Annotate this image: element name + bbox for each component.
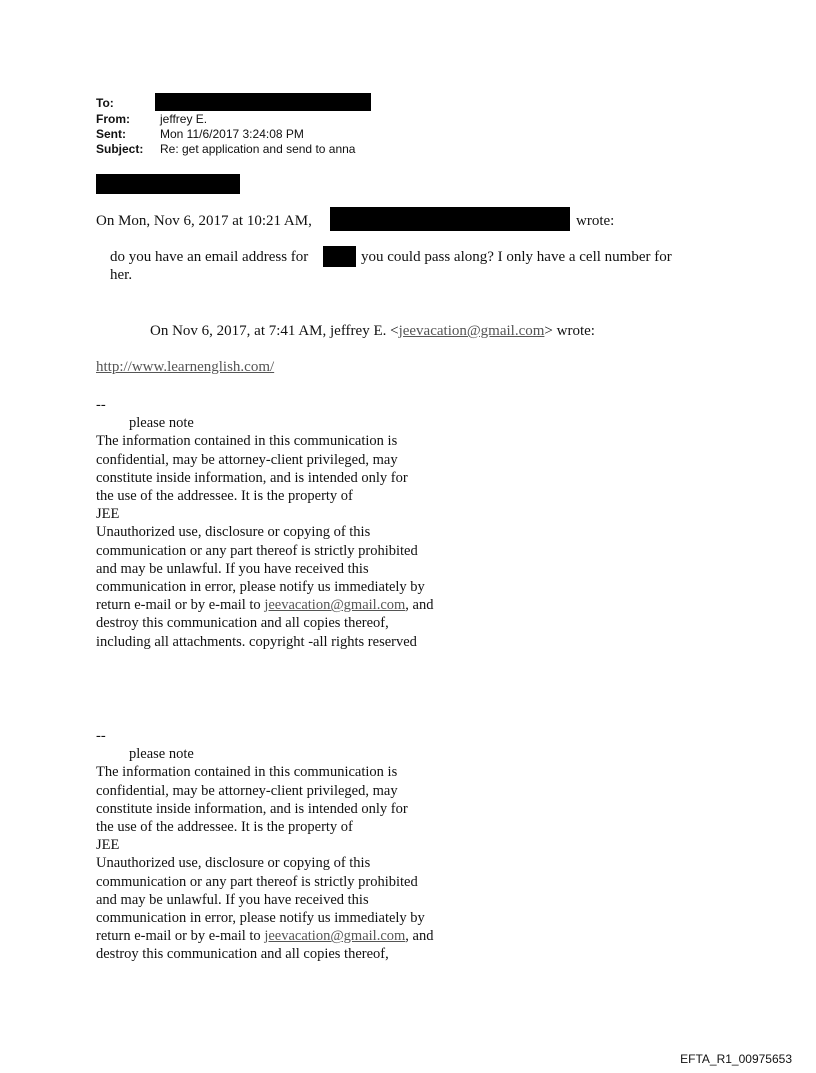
disclaimer-line: confidential, may be attorney-client privileged, may	[96, 451, 398, 468]
disclaimer-email-link[interactable]: jeevacation@gmail.com	[264, 597, 406, 614]
disclaimer-email-suffix: , and	[405, 597, 434, 614]
disclaimer-2	[96, 727, 433, 964]
quote1-line1-after: you could pass along? I only have a cell number for	[361, 249, 672, 265]
disclaimer-line: communication or any part thereof is strictly prohibited	[96, 542, 418, 559]
disclaimer-line: The information contained in this communication is	[96, 764, 398, 781]
disclaimer-separator: --	[96, 397, 106, 413]
disclaimer-line: constitute inside information, and is intended only for	[96, 469, 408, 486]
disclaimer-email-line	[96, 596, 433, 614]
quote1-intro-wrote: wrote:	[576, 213, 615, 229]
sender-redaction	[330, 207, 570, 231]
disclaimer-line: communication in error, please notify us immediately by	[96, 910, 425, 927]
disclaimer-note: please note	[129, 415, 194, 432]
to-label: To:	[96, 96, 114, 110]
from-value: jeffrey E.	[160, 112, 208, 126]
disclaimer-line: Unauthorized use, disclosure or copying of this	[96, 855, 371, 872]
document-id: EFTA_R1_00975653	[680, 1052, 792, 1066]
disclaimer-line: Unauthorized use, disclosure or copying of this	[96, 524, 371, 541]
quote2-intro-prefix: On Nov 6, 2017, at 7:41 AM, jeffrey E. <	[150, 323, 399, 339]
header-sent-row	[96, 127, 304, 141]
disclaimer-line: JEE	[96, 837, 120, 854]
disclaimer-line: The information contained in this communication is	[96, 433, 398, 450]
disclaimer-email-link[interactable]: jeevacation@gmail.com	[264, 928, 406, 945]
quote1-line1-before: do you have an email address for	[110, 249, 309, 265]
quote1-intro-prefix: On Mon, Nov 6, 2017 at 10:21 AM,	[96, 213, 312, 229]
quote2-intro-suffix: > wrote:	[544, 323, 595, 339]
disclaimer-separator: --	[96, 728, 106, 744]
disclaimer-email-suffix: , and	[405, 928, 434, 945]
disclaimer-line: destroy this communication and all copies thereof,	[96, 946, 389, 963]
from-label: From:	[96, 112, 130, 126]
disclaimer-line: communication in error, please notify us immediately by	[96, 579, 425, 596]
disclaimer-line: and may be unlawful. If you have received this	[96, 560, 369, 577]
subject-label: Subject:	[96, 142, 144, 156]
body-redaction	[96, 174, 240, 194]
disclaimer-line: destroy this communication and all copies thereof,	[96, 615, 389, 632]
disclaimer-email-prefix: return e-mail or by e-mail to	[96, 928, 261, 945]
disclaimer-line: constitute inside information, and is intended only for	[96, 800, 408, 817]
disclaimer-line: communication or any part thereof is strictly prohibited	[96, 873, 418, 890]
disclaimer-line: and may be unlawful. If you have received this	[96, 891, 369, 908]
disclaimer-note: please note	[129, 746, 194, 763]
disclaimer-line: including all attachments. copyright -all rights reserved	[96, 633, 417, 650]
header-from-row	[96, 112, 207, 126]
disclaimer-line: the use of the addressee. It is the property of	[96, 488, 353, 505]
learnenglish-link[interactable]: http://www.learnenglish.com/	[96, 359, 275, 375]
quote1-line2: her.	[110, 267, 133, 283]
name-redaction	[323, 246, 356, 267]
disclaimer-line: the use of the addressee. It is the property of	[96, 819, 353, 836]
disclaimer-email-prefix: return e-mail or by e-mail to	[96, 597, 261, 614]
sent-label: Sent:	[96, 127, 126, 141]
quote1-intro	[96, 212, 312, 230]
quote2-intro	[150, 322, 595, 340]
quote2-email-link[interactable]: jeevacation@gmail.com	[398, 323, 545, 339]
disclaimer-1	[96, 396, 433, 651]
learnenglish-row	[96, 358, 274, 376]
disclaimer-email-line	[96, 927, 433, 945]
header-to-row	[96, 96, 160, 110]
disclaimer-line: confidential, may be attorney-client privileged, may	[96, 782, 398, 799]
subject-value: Re: get application and send to anna	[160, 142, 356, 156]
disclaimer-line: JEE	[96, 506, 120, 523]
to-redaction	[155, 93, 371, 111]
header-subject-row	[96, 142, 355, 156]
sent-value: Mon 11/6/2017 3:24:08 PM	[160, 127, 304, 141]
